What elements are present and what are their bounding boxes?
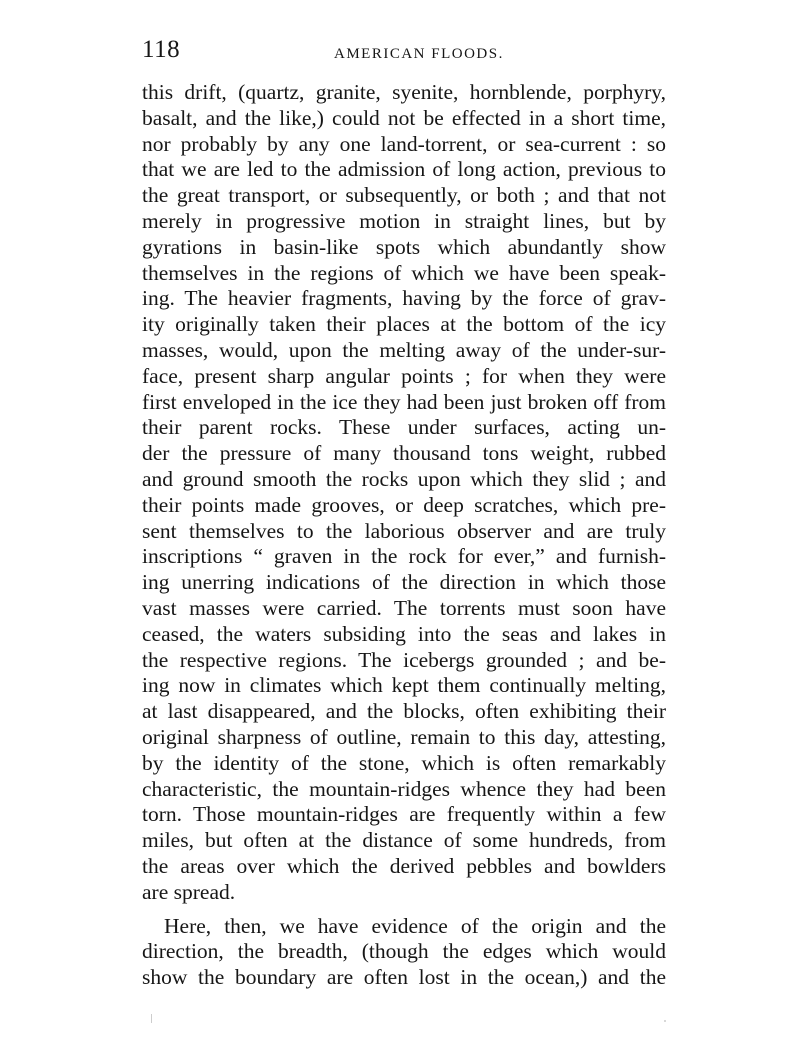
- text-line: their points made grooves, or deep scratches, which pre-: [142, 492, 666, 517]
- text-line: their parent rocks. These under surfaces, acting un-: [142, 415, 666, 440]
- text-line: the areas over which the derived pebbles and bowlders: [142, 853, 666, 878]
- body-text: [142, 80, 666, 991]
- text-line: show the boundary are often lost in the ocean,) and the: [142, 965, 666, 990]
- print-speck: [151, 1014, 157, 1023]
- text-line: themselves in the regions of which we have been speak-: [142, 260, 666, 285]
- text-line: that we are led to the admission of long action, previous to: [142, 157, 666, 182]
- text-line: ing now in climates which kept them continually melting,: [142, 673, 666, 698]
- text-line: the respective regions. The icebergs grounded ; and be-: [142, 647, 666, 672]
- text-line: ceased, the waters subsiding into the seas and lakes in: [142, 621, 666, 646]
- text-line: at last disappeared, and the blocks, often exhibiting their: [142, 699, 666, 724]
- paragraph-gap: [142, 906, 666, 914]
- text-line: gyrations in basin-like spots which abundantly show: [142, 234, 666, 259]
- text-line: characteristic, the mountain-ridges whence they had been: [142, 776, 666, 801]
- text-line: the great transport, or subsequently, or both ; and that not: [142, 183, 666, 208]
- text-line: Here, then, we have evidence of the origin and the: [164, 913, 666, 938]
- paragraph: [142, 914, 666, 991]
- text-line: masses, would, upon the melting away of the under-sur-: [142, 337, 666, 362]
- text-line: first enveloped in the ice they had been just broken off from: [142, 389, 666, 414]
- text-line: original sharpness of outline, remain to this day, attesting,: [142, 724, 666, 749]
- text-line: miles, but often at the distance of some hundreds, from: [142, 828, 666, 853]
- page-number: 118: [142, 36, 181, 63]
- running-head: AMERICAN FLOODS.: [334, 46, 504, 62]
- text-line: and ground smooth the rocks upon which they slid ; and: [142, 466, 666, 491]
- text-line: ing unerring indications of the direction in which those: [142, 570, 666, 595]
- text-line: ing. The heavier fragments, having by the force of grav-: [142, 286, 666, 311]
- print-speck: [664, 1020, 666, 1022]
- text-line: basalt, and the like,) could not be effected in a short time,: [142, 105, 666, 130]
- text-line: vast masses were carried. The torrents must soon have: [142, 595, 666, 620]
- text-line: nor probably by any one land-torrent, or sea-current : so: [142, 131, 666, 156]
- text-line: torn. Those mountain-ridges are frequently within a few: [142, 802, 666, 827]
- text-line: merely in progressive motion in straight lines, but by: [142, 208, 666, 233]
- page-header: [142, 36, 664, 70]
- text-line: inscriptions “ graven in the rock for ever,” and furnish-: [142, 544, 666, 569]
- text-line: der the pressure of many thousand tons weight, rubbed: [142, 441, 666, 466]
- text-line: this drift, (quartz, granite, syenite, hornblende, porphyry,: [142, 80, 666, 104]
- text-line: sent themselves to the laborious observer and are truly: [142, 518, 666, 543]
- text-line: ity originally taken their places at the bottom of the icy: [142, 312, 666, 337]
- text-line: are spread.: [142, 879, 236, 904]
- paragraph: [142, 80, 666, 906]
- text-line: face, present sharp angular points ; for when they were: [142, 363, 666, 388]
- text-line: direction, the breadth, (though the edges which would: [142, 939, 666, 964]
- text-line: by the identity of the stone, which is often remarkably: [142, 750, 666, 775]
